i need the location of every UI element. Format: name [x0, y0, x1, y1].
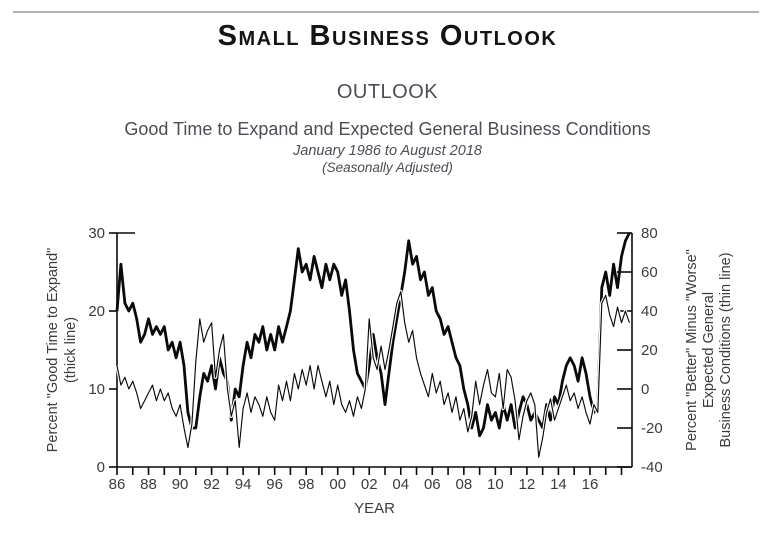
outlook-line-chart: [0, 195, 775, 535]
x-axis-tick-label: 86: [108, 476, 126, 493]
right-axis-tick-label: 0: [641, 381, 650, 398]
x-axis-tick-label: 12: [518, 476, 536, 493]
x-axis-tick-label: 96: [266, 476, 283, 493]
x-axis-tick-label: 90: [171, 476, 189, 493]
x-axis-tick-label: 94: [234, 476, 252, 493]
right-axis-tick-label: -40: [641, 459, 663, 476]
series-expected-conditions-white-casing: [117, 292, 629, 458]
left-axis-title: Percent "Good Time to Expand" (thick line): [45, 247, 79, 453]
x-axis-tick-label: 10: [487, 476, 504, 493]
left-axis-tick-label: 20: [88, 303, 105, 320]
x-axis-title: YEAR: [354, 500, 395, 517]
top-divider-rule: [13, 11, 759, 13]
left-axis-tick-label: 30: [88, 225, 105, 242]
page-title: Small Business Outlook: [217, 20, 558, 52]
x-axis-tick-label: 04: [392, 476, 410, 493]
right-axis-title: Percent "Better" Minus "Worse"Expected GeneralBusiness Conditions (thin line): [684, 249, 734, 451]
x-axis-tick-label: 98: [297, 476, 315, 493]
seasonal-adjustment-note: (Seasonally Adjusted): [322, 160, 453, 175]
right-axis-tick-label: -20: [641, 420, 663, 437]
date-range-label: January 1986 to August 2018: [293, 143, 482, 159]
left-axis-tick-label: 10: [88, 381, 105, 398]
chart-subtitle: Good Time to Expand and Expected General Business Conditions: [124, 119, 651, 139]
x-axis-tick-label: 88: [140, 476, 157, 493]
right-axis-tick-label: 20: [641, 342, 658, 359]
x-axis-tick-label: 92: [203, 476, 220, 493]
right-axis-tick-label: 80: [641, 225, 658, 242]
x-axis-tick-label: 06: [423, 476, 441, 493]
section-heading: OUTLOOK: [336, 81, 439, 103]
x-axis-tick-label: 08: [455, 476, 473, 493]
x-axis-tick-label: 02: [360, 476, 378, 493]
right-axis-tick-label: 40: [641, 303, 658, 320]
x-axis-tick-label: 00: [329, 476, 347, 493]
left-axis-tick-label: 0: [96, 459, 105, 476]
x-axis-tick-label: 16: [581, 476, 599, 493]
x-axis-tick-label: 14: [550, 476, 567, 493]
right-axis-tick-label: 60: [641, 264, 658, 281]
